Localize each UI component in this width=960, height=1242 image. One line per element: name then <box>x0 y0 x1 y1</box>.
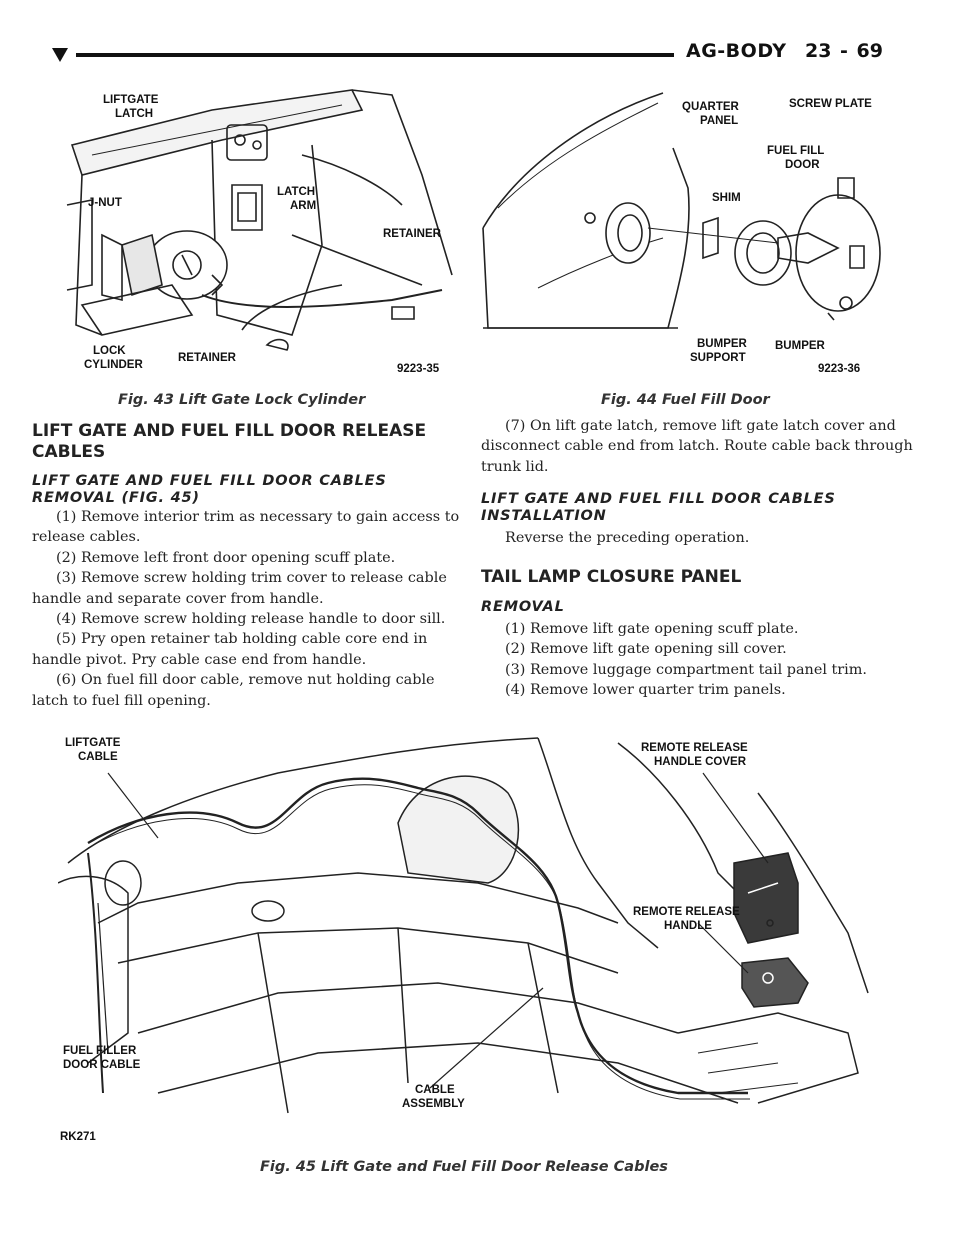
section-heading-tail-lamp: TAIL LAMP CLOSURE PANEL <box>481 567 742 587</box>
fig45-label-liftgate: LIFTGATE <box>65 737 121 749</box>
fig44-figure-id: 9223-36 <box>818 363 861 375</box>
tail-lamp-step-2: (2) Remove lift gate opening sill cover. <box>505 641 787 658</box>
fig44-label-bumper-1: BUMPER <box>697 338 747 350</box>
fig45-label-remote-cover-2: HANDLE COVER <box>654 756 747 768</box>
fig43-label-latch: LATCH <box>115 108 154 120</box>
fig43-label-liftgate: LIFTGATE <box>103 94 159 106</box>
removal-steps <box>32 507 472 711</box>
subheading-installation-line1: LIFT GATE AND FUEL FILL DOOR CABLES <box>481 491 836 507</box>
fig44-label-screw-plate: SCREW PLATE <box>789 98 872 110</box>
fig45-label-remote-cover-1: REMOTE RELEASE <box>641 742 748 754</box>
tail-lamp-step-1: (1) Remove lift gate opening scuff plate. <box>505 621 799 637</box>
removal-step-3: (3) Remove screw holding trim cover to release cable handle and separate cover from handle. <box>32 570 447 607</box>
fig44-illustration <box>478 88 898 378</box>
fig44-label-support: SUPPORT <box>690 352 746 364</box>
fig45-illustration <box>58 733 878 1143</box>
header-arrow-icon <box>52 48 68 62</box>
tail-lamp-step-4: (4) Remove lower quarter trim panels. <box>505 682 786 699</box>
fig43-label-cylinder: CYLINDER <box>84 359 143 371</box>
subheading-removal-line2: REMOVAL (FIG. 45) <box>32 490 200 506</box>
removal-step-7: (7) On lift gate latch, remove lift gate latch cover and disconnect cable end from latch. Route cable back through trunk lid. <box>481 418 913 475</box>
fig45-caption: Fig. 45 Lift Gate and Fuel Fill Door Release Cables <box>260 1159 668 1175</box>
fig45-label-assembly: ASSEMBLY <box>402 1098 465 1110</box>
installation-text: Reverse the preceding operation. <box>505 530 750 546</box>
fig43-label-latch-arm-1: LATCH <box>277 186 316 198</box>
fig44-caption: Fig. 44 Fuel Fill Door <box>601 392 770 408</box>
fig43-label-retainer-bottom: RETAINER <box>178 352 236 364</box>
fig45-label-remote-handle-2: HANDLE <box>664 920 712 932</box>
fig44-label-bumper-2: BUMPER <box>775 340 825 352</box>
fig43-figure-id: 9223-35 <box>397 363 440 375</box>
installation-text-block <box>481 528 921 548</box>
fig45-label-cable: CABLE <box>78 751 118 763</box>
header-page-number: 23 - 69 <box>805 40 883 62</box>
subheading-tail-lamp-removal: REMOVAL <box>481 599 565 615</box>
section-heading-release-cables: LIFT GATE AND FUEL FILL DOOR RELEASE CABLES <box>32 421 427 462</box>
tail-lamp-step-3: (3) Remove luggage compartment tail panel trim. <box>505 661 868 678</box>
fig45-label-door-cable: DOOR CABLE <box>63 1059 141 1071</box>
subheading-removal-line1: LIFT GATE AND FUEL FILL DOOR CABLES <box>32 473 387 489</box>
fig44-label-panel: PANEL <box>700 115 739 127</box>
fig43-label-lock: LOCK <box>93 345 126 357</box>
fig44-label-fuel-fill: FUEL FILL <box>767 145 825 157</box>
header-section-title: AG-BODY <box>686 40 787 62</box>
fig44-label-shim: SHIM <box>712 192 741 204</box>
removal-step-4: (4) Remove screw holding release handle to door sill. <box>56 611 446 628</box>
header-rule <box>76 53 674 57</box>
fig45-label-remote-handle-1: REMOTE RELEASE <box>633 906 740 918</box>
fig43-label-latch-arm-2: ARM <box>290 200 317 212</box>
fig43-caption: Fig. 43 Lift Gate Lock Cylinder <box>118 392 366 408</box>
removal-step-5: (5) Pry open retainer tab holding cable core end in handle pivot. Pry cable case end from handle. <box>32 631 428 668</box>
removal-step-7-block <box>481 416 921 477</box>
fig44-label-quarter: QUARTER <box>682 101 739 113</box>
removal-step-1: (1) Remove interior trim as necessary to gain access to release cables. <box>32 509 460 546</box>
fig43-label-retainer-top: RETAINER <box>383 228 441 240</box>
fig44-label-door: DOOR <box>785 159 820 171</box>
fig45-label-fuel-filler: FUEL FILLER <box>63 1045 137 1057</box>
removal-step-2: (2) Remove left front door opening scuff plate. <box>56 549 396 566</box>
fig45-figure-id: RK271 <box>60 1131 96 1143</box>
tail-lamp-removal-steps <box>481 619 921 701</box>
fig43-label-j-nut: J-NUT <box>88 197 122 209</box>
subheading-installation-line2: INSTALLATION <box>481 508 607 524</box>
removal-step-6: (6) On fuel fill door cable, remove nut holding cable latch to fuel fill opening. <box>32 672 435 709</box>
fig45-label-cable-1: CABLE <box>415 1084 455 1096</box>
